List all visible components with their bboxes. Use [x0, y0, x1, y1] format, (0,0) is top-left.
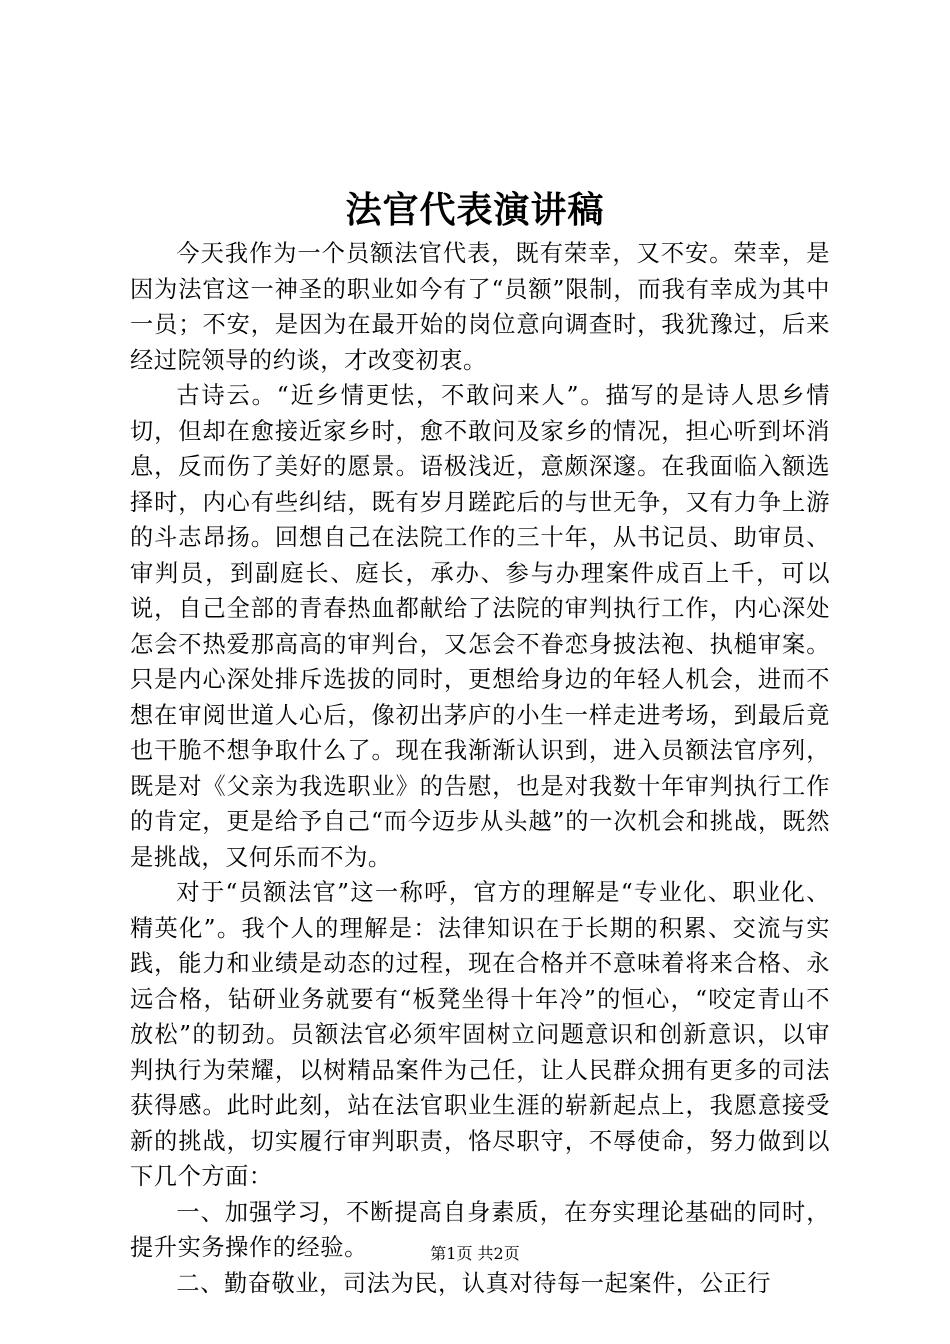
paragraph: 一、加强学习，不断提高自身素质，在夯实理论基础的同时，提升实务操作的经验。: [130, 1198, 830, 1261]
page-footer: 第1页 共2页: [430, 1244, 520, 1263]
paragraph: 对于“员额法官”这一称呼，官方的理解是“专业化、职业化、精英化”。我个人的理解是：法律知识在于长期的积累、交流与实践，能力和业绩是动态的过程，现在合格并不意味着将来合格、永远合格，钻研业务就要有“板凳坐得十年冷”的恒心，“咬定青山不放松”的韧劲。员额法官必须牢固树立问题意识和创新意识，以审判执行为荣耀，以树精品案件为己任，让人民群众拥有更多的司法获得感。此时此刻，站在法官职业生涯的崭新起点上，我愿意接受新的挑战，切实履行审判职责，恪尽职守，不辱使命，努力做到以下几个方面：: [130, 879, 830, 1190]
document-body: [130, 236, 830, 1301]
paragraph: 古诗云。“近乡情更怯，不敢问来人”。描写的是诗人思乡情切，但却在愈接近家乡时，愈不敢问及家乡的情况，担心听到坏消息，反而伤了美好的愿景。语极浅近，意颇深邃。在我面临入额选择时，内心有些纠结，既有岁月蹉跎后的与世无争，又有力争上游的斗志昂扬。回想自己在法院工作的三十年，从书记员、助审员、审判员，到副庭长、庭长，承办、参与办理案件成百上千，可以说，自己全部的青春热血都献给了法院的审判执行工作，内心深处怎会不热爱那高高的审判台，又怎会不眷恋身披法袍、执槌审案。只是内心深处排斥选拔的同时，更想给身边的年轻人机会，进而不想在审阅世道人心后，像初出茅庐的小生一样走进考场，到最后竟也干脆不想争取什么了。现在我渐渐认识到，进入员额法官序列，既是对《父亲为我选职业》的告慰，也是对我数十年审判执行工作的肯定，更是给予自己“而今迈步从头越”的一次机会和挑战，既然是挑战，又何乐而不为。: [130, 382, 830, 871]
document-title: 法官代表演讲稿: [345, 189, 605, 231]
paragraph: 二、勤奋敬业，司法为民，认真对待每一起案件，公正行: [176, 1269, 772, 1297]
paragraph: 今天我作为一个员额法官代表，既有荣幸，又不安。荣幸，是因为法官这一神圣的职业如今有了“员额”限制，而我有幸成为其中一员；不安，是因为在最开始的岗位意向调查时，我犹豫过，后来经过院领导的约谈，才改变初衷。: [130, 240, 830, 374]
